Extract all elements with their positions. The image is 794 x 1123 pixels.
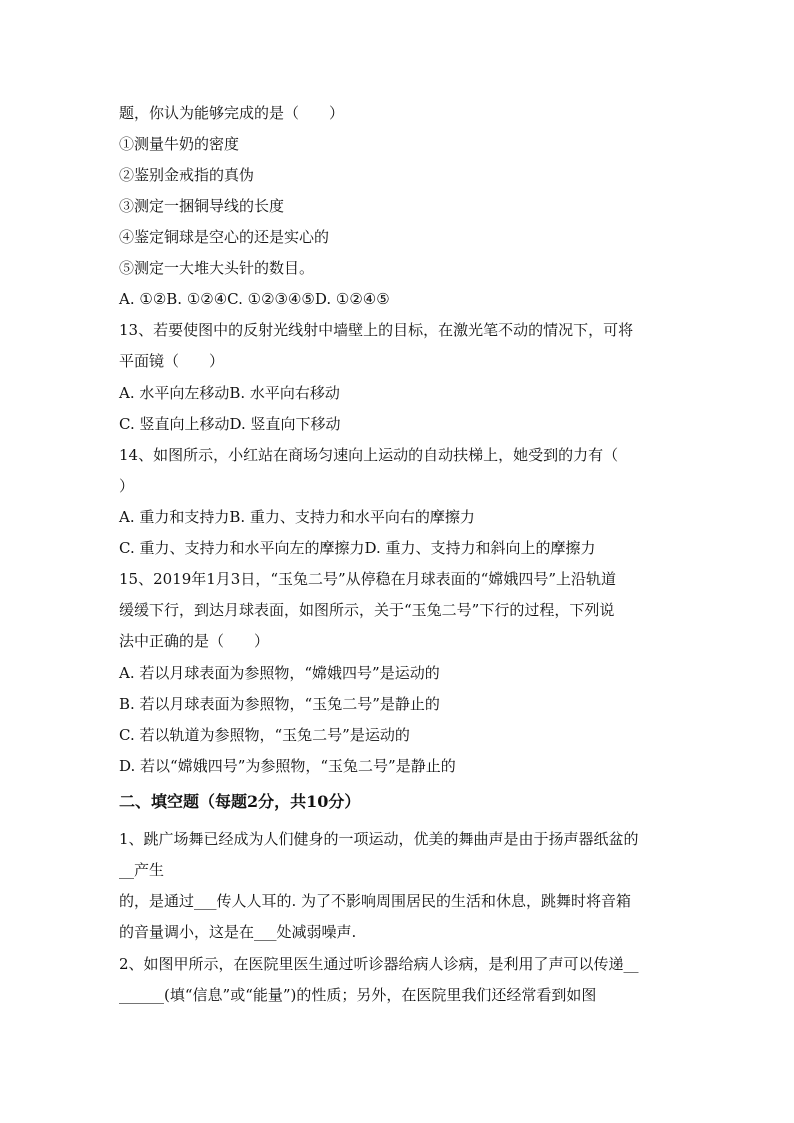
fill-q2-line-2: ______(填“信息”或“能量”)的性质；另外，在医院里我们还经常看到如图 (119, 986, 597, 1004)
q15-option-c: C. 若以轨道为参照物，“玉兔二号”是运动的 (119, 726, 410, 744)
fill-q2-line-1: 2、如图甲所示，在医院里医生通过听诊器给病人诊病，是利用了声可以传递__ (119, 955, 639, 973)
q14-stem-line-1: 14、如图所示，小红站在商场匀速向上运动的自动扶梯上，她受到的力有（ (119, 446, 619, 464)
q14-options-ab: A. 重力和支持力B. 重力、支持力和水平向右的摩擦力 (119, 508, 475, 526)
fill-q1-line-3: 的，是通过___传人人耳的. 为了不影响周围居民的生活和休息，跳舞时将音箱 (119, 892, 632, 910)
q12-item-5: ⑤测定一大堆大头针的数目。 (119, 259, 315, 277)
q13-stem-line-2: 平面镜（ ） (119, 352, 225, 370)
q15-stem-line-2: 缓缓下行，到达月球表面，如图所示，关于“玉兔二号”下行的过程，下列说 (119, 601, 615, 619)
q12-item-4: ④鉴定铜球是空心的还是实心的 (119, 228, 330, 246)
q12-item-2: ②鉴别金戒指的真伪 (119, 166, 255, 184)
q14-options-cd: C. 重力、支持力和水平向左的摩擦力D. 重力、支持力和斜向上的摩擦力 (119, 539, 596, 557)
q13-options-cd: C. 竖直向上移动D. 竖直向下移动 (119, 415, 341, 433)
q12-item-3: ③测定一捆铜导线的长度 (119, 197, 285, 215)
q12-item-1: ①测量牛奶的密度 (119, 135, 240, 153)
fill-q1-line-4: 的音量调小，这是在___处减弱噪声. (119, 923, 357, 941)
q15-stem-line-3: 法中正确的是（ ） (119, 632, 270, 650)
q15-option-a: A. 若以月球表面为参照物，“嫦娥四号”是运动的 (119, 664, 440, 682)
q15-stem-line-1: 15、2019年1月3日，“玉兔二号”从停稳在月球表面的“嫦娥四号”上沿轨道 (119, 570, 617, 588)
fill-q1-line-2: __产生 (119, 861, 165, 879)
section-heading: 二、填空题（每题2分，共10分） (119, 792, 361, 811)
q14-stem-line-2: ） (119, 477, 135, 495)
q13-options-ab: A. 水平向左移动B. 水平向右移动 (119, 384, 340, 402)
q13-stem-line-1: 13、若要使图中的反射光线射中墙壁上的目标，在激光笔不动的情况下，可将 (119, 321, 634, 339)
q12-options: A. ①②B. ①②④C. ①②③④⑤D. ①②④⑤ (119, 290, 390, 308)
q12-stem-continuation: 题，你认为能够完成的是（ ） (119, 104, 345, 122)
q15-option-d: D. 若以“嫦娥四号”为参照物，“玉兔二号”是静止的 (119, 757, 456, 775)
q15-option-b: B. 若以月球表面为参照物，“玉兔二号”是静止的 (119, 695, 440, 713)
fill-q1-line-1: 1、跳广场舞已经成为人们健身的一项运动，优美的舞曲声是由于扬声器纸盆的 (119, 830, 639, 848)
